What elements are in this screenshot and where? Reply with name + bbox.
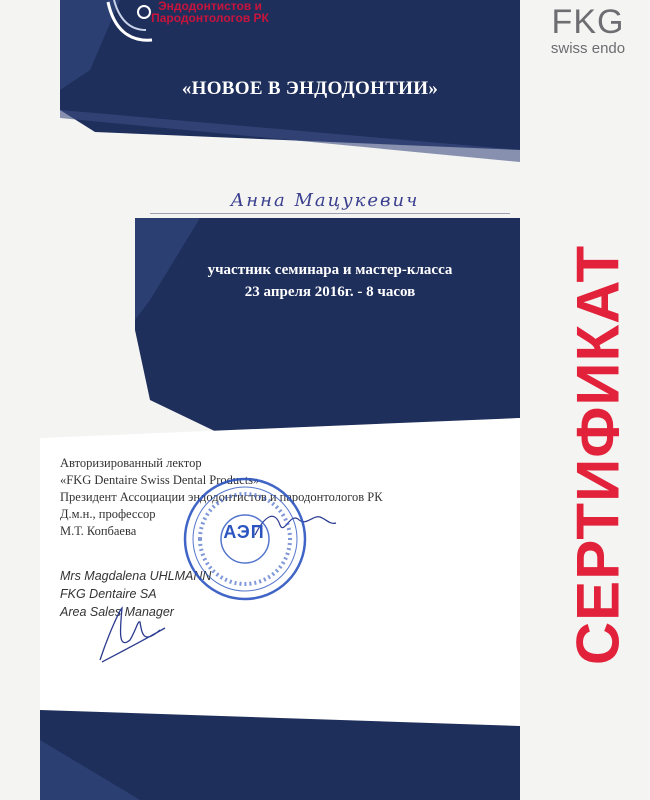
participant-role: участник семинара и мастер-класса [207, 262, 453, 278]
manager-company: FKG Dentaire SA [60, 587, 157, 601]
brand-tagline: swiss endo [550, 40, 626, 57]
seminar-date: 23 апреля 2016г. - 8 часов [244, 284, 416, 300]
fkg-brand-logo [538, 4, 638, 58]
lecturer-name: М.Т. Копбаева [60, 524, 137, 538]
stamp-abbreviation: АЭП [223, 522, 265, 542]
lecturer-company: «FKG Dentaire Swiss Dental Products» [60, 473, 260, 487]
association-logo-text [150, 0, 270, 24]
manager-name: Mrs Magdalena UHLMANN [60, 569, 212, 583]
brand-name: FKG [551, 3, 625, 41]
lecturer-position: Президент Ассоциации эндодонтистов и пародонтологов РК [60, 490, 383, 504]
certificate-heading: СЕРТИФИКАТ [564, 244, 632, 666]
lecturer-degree: Д.м.н., профессор [60, 507, 156, 521]
lecturer-title: Авторизированный лектор [60, 456, 202, 470]
name-underline [150, 213, 510, 214]
manager-title: Area Sales Manager [60, 605, 174, 619]
logo-text-line2: Пародонтологов РК [151, 11, 269, 25]
manager-signature-icon [90, 600, 180, 670]
seminar-title: «НОВОЕ В ЭНДОДОНТИИ» [181, 78, 439, 99]
logo-text-line1: Эндодонтистов и [158, 0, 262, 13]
participant-name: Анна Мацукевич [230, 190, 420, 211]
